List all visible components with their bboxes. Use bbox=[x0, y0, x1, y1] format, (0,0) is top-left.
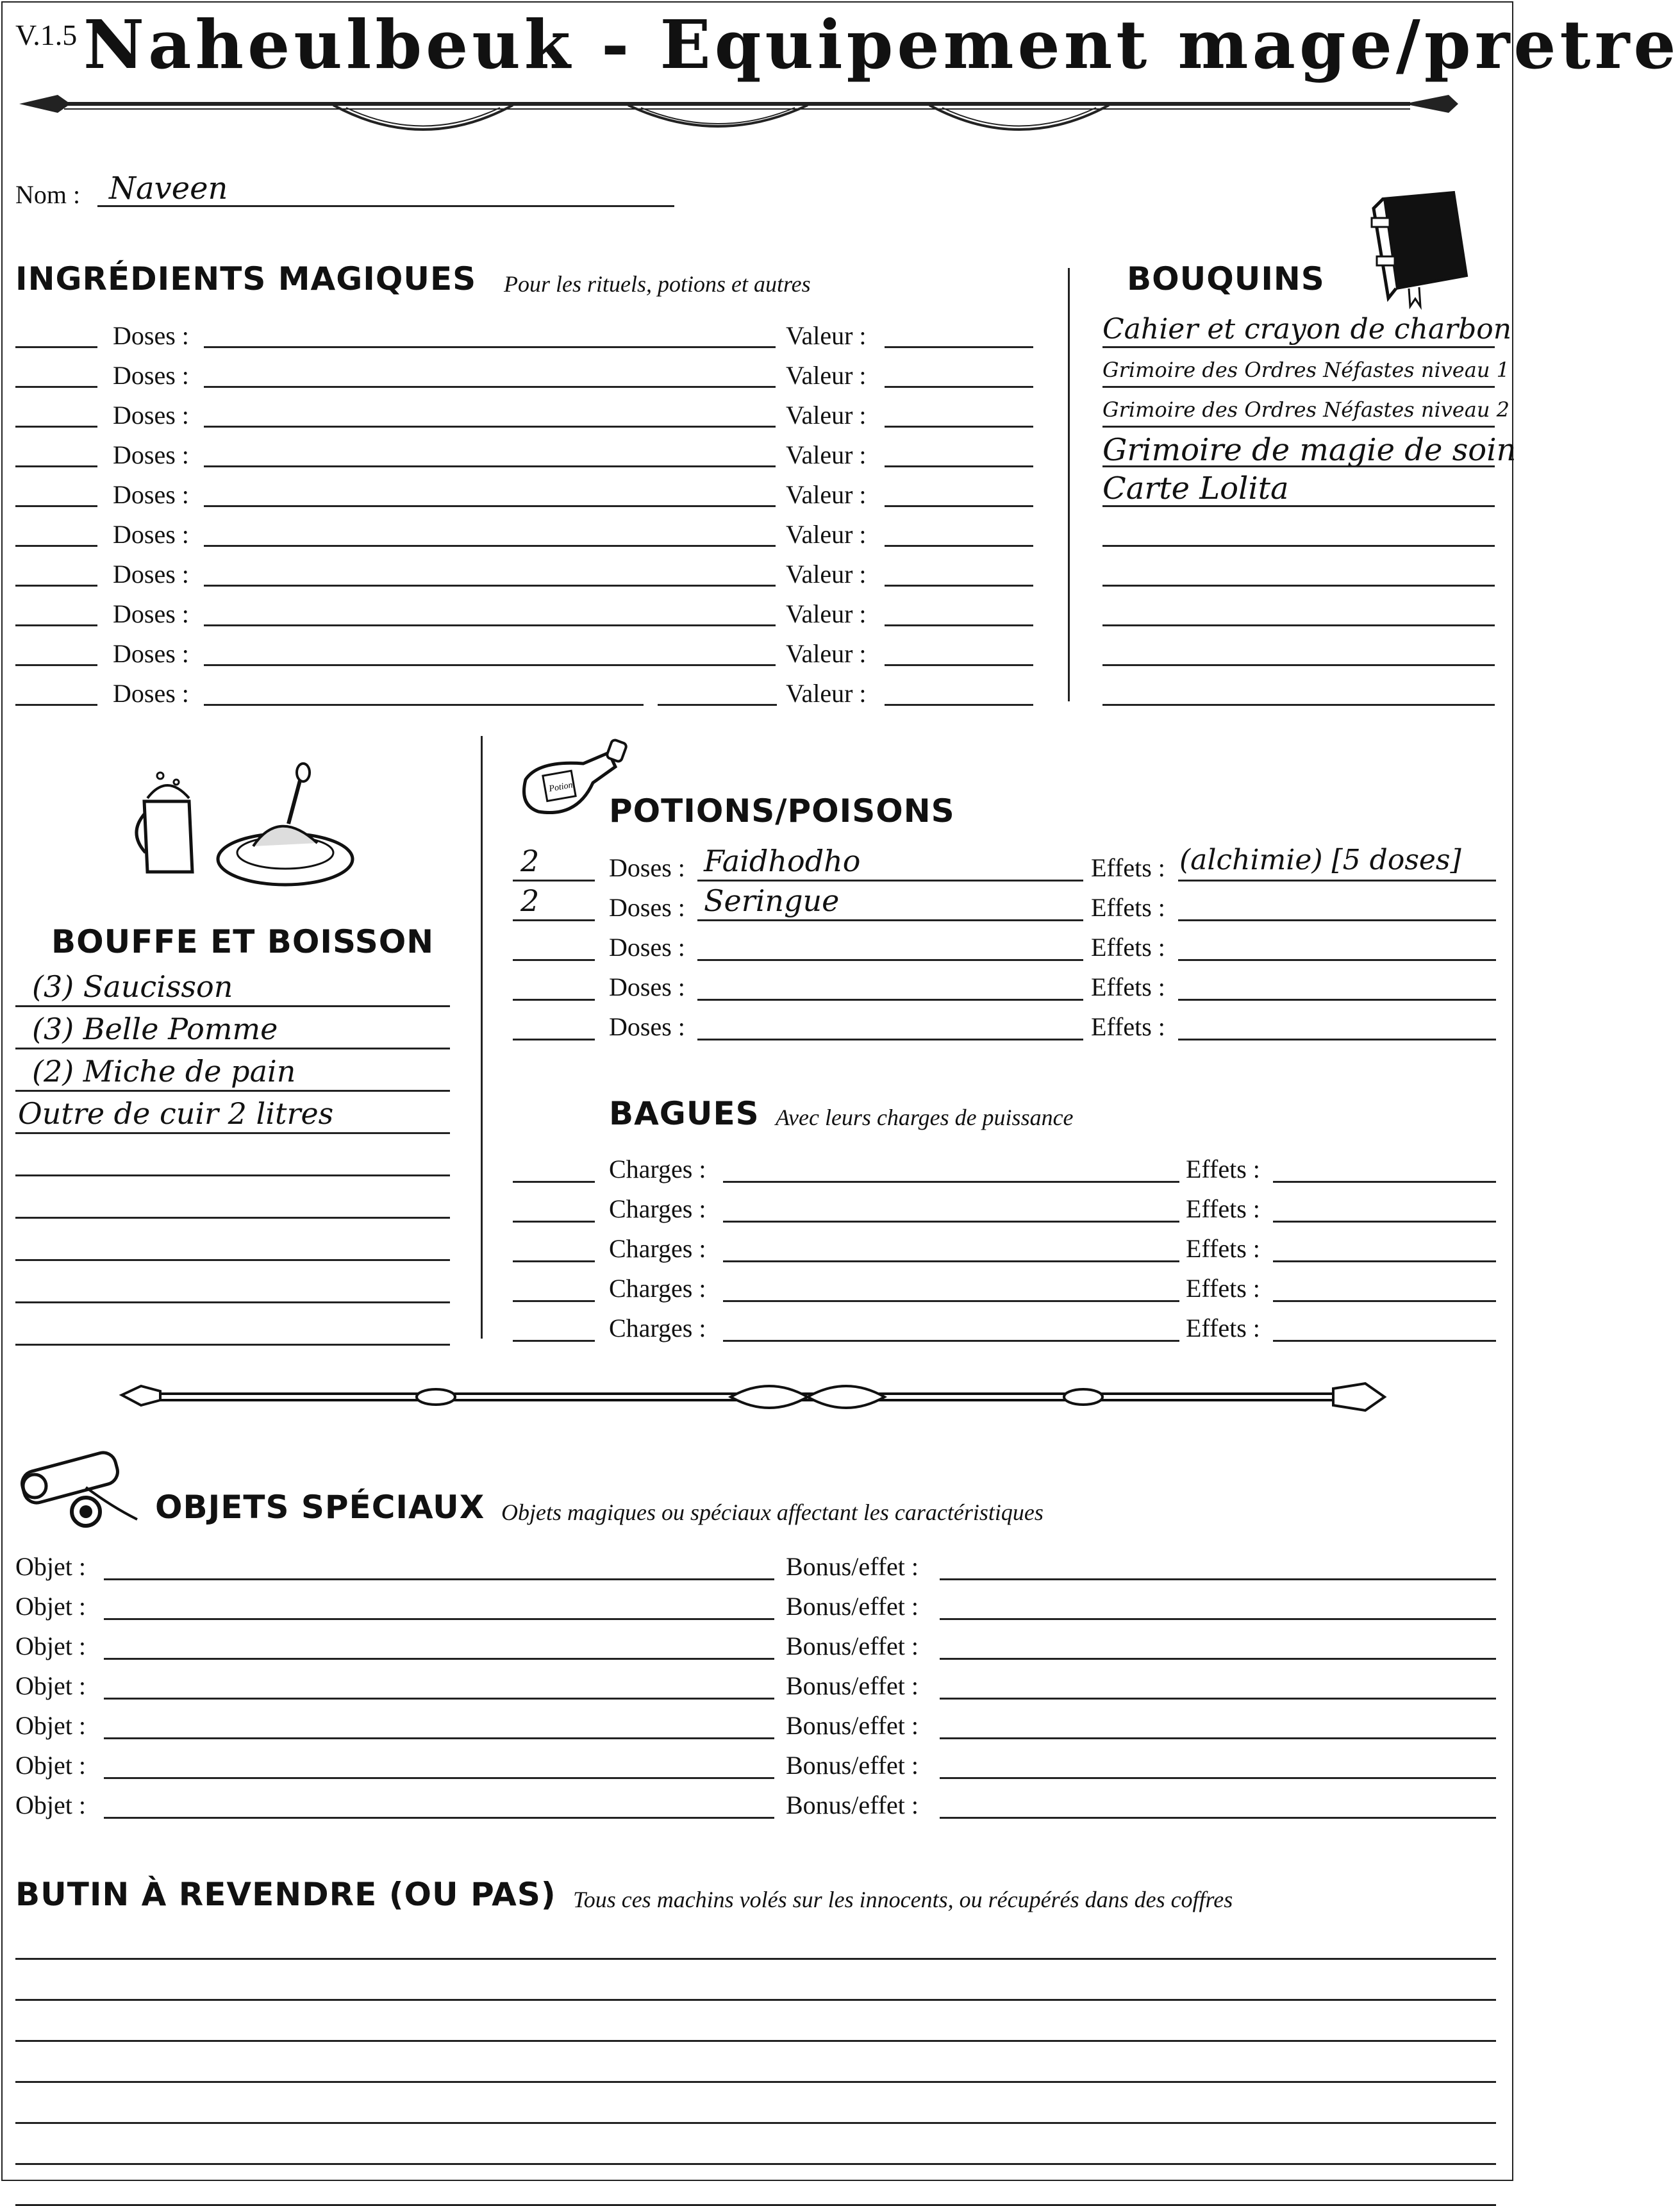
write-line[interactable] bbox=[885, 505, 1033, 507]
ingredient-doses-label: Doses : bbox=[113, 639, 189, 668]
write-line[interactable] bbox=[1273, 1221, 1496, 1223]
write-line[interactable] bbox=[204, 426, 776, 428]
write-line[interactable] bbox=[15, 704, 97, 706]
write-line[interactable] bbox=[1273, 1300, 1496, 1302]
write-line[interactable] bbox=[697, 880, 1083, 882]
bouffe-item[interactable]: (3) Saucisson bbox=[32, 969, 233, 1004]
write-line[interactable] bbox=[15, 1132, 450, 1134]
write-line[interactable] bbox=[885, 465, 1033, 467]
objet-label: Objet : bbox=[15, 1751, 86, 1780]
potion-effects-label: Effets : bbox=[1091, 1012, 1165, 1041]
staff-icon bbox=[122, 1372, 1391, 1423]
write-line[interactable] bbox=[723, 1260, 1179, 1262]
write-line[interactable] bbox=[940, 1578, 1496, 1580]
ingredient-doses-label: Doses : bbox=[113, 321, 189, 350]
write-line[interactable] bbox=[15, 1344, 450, 1346]
write-line[interactable] bbox=[723, 1300, 1179, 1302]
write-line[interactable] bbox=[513, 919, 595, 921]
write-line[interactable] bbox=[697, 959, 1083, 961]
objet-bonus-label: Bonus/effet : bbox=[786, 1552, 919, 1581]
write-line[interactable] bbox=[15, 1005, 450, 1007]
write-line[interactable] bbox=[15, 1174, 450, 1176]
write-line[interactable] bbox=[15, 664, 97, 666]
ingredient-value-label: Valeur : bbox=[786, 599, 867, 628]
write-line[interactable] bbox=[15, 426, 97, 428]
bouquin-item[interactable]: Grimoire des Ordres Néfastes niveau 1 bbox=[1102, 358, 1510, 382]
write-line[interactable] bbox=[15, 545, 97, 547]
write-line[interactable] bbox=[104, 1698, 774, 1700]
write-line[interactable] bbox=[104, 1817, 774, 1819]
write-line[interactable] bbox=[104, 1777, 774, 1779]
ingredient-value-label: Valeur : bbox=[786, 321, 867, 350]
bague-charges-label: Charges : bbox=[609, 1155, 706, 1183]
write-line[interactable] bbox=[1102, 585, 1495, 587]
bague-charges-label: Charges : bbox=[609, 1234, 706, 1263]
objet-label: Objet : bbox=[15, 1711, 86, 1740]
potion-name[interactable]: Seringue bbox=[704, 883, 840, 918]
potion-doses-label: Doses : bbox=[609, 933, 685, 962]
write-line[interactable] bbox=[1273, 1181, 1496, 1183]
write-line[interactable] bbox=[723, 1181, 1179, 1183]
objet-bonus-label: Bonus/effet : bbox=[786, 1592, 919, 1621]
write-line[interactable] bbox=[513, 959, 595, 961]
write-line[interactable] bbox=[1102, 426, 1495, 428]
name-value[interactable]: Naveen bbox=[109, 171, 228, 206]
book-icon bbox=[1364, 186, 1473, 308]
objets-title: OBJETS SPÉCIAUX bbox=[155, 1489, 485, 1526]
write-line[interactable] bbox=[15, 346, 97, 348]
write-line[interactable] bbox=[15, 2163, 1496, 2165]
write-line[interactable] bbox=[15, 585, 97, 587]
write-line[interactable] bbox=[1178, 999, 1496, 1001]
ingredient-doses-label: Doses : bbox=[113, 480, 189, 509]
write-line[interactable] bbox=[1102, 346, 1495, 348]
bague-effects-label: Effets : bbox=[1186, 1234, 1260, 1263]
write-line[interactable] bbox=[204, 704, 644, 706]
write-line[interactable] bbox=[15, 2081, 1496, 2083]
write-line[interactable] bbox=[513, 880, 595, 882]
write-line[interactable] bbox=[204, 624, 776, 626]
objets-subtitle: Objets magiques ou spéciaux affectant les caractéristiques bbox=[501, 1500, 1044, 1525]
write-line[interactable] bbox=[1102, 545, 1495, 547]
write-line[interactable] bbox=[104, 1658, 774, 1660]
ingredient-value-label: Valeur : bbox=[786, 520, 867, 549]
ingredient-value-label: Valeur : bbox=[786, 440, 867, 469]
write-line[interactable] bbox=[104, 1737, 774, 1739]
bouquins-title: BOUQUINS bbox=[1127, 260, 1325, 297]
ingredient-value-label: Valeur : bbox=[786, 401, 867, 430]
write-line[interactable] bbox=[940, 1658, 1496, 1660]
objet-label: Objet : bbox=[15, 1592, 86, 1621]
write-line[interactable] bbox=[15, 1259, 450, 1261]
write-line[interactable] bbox=[15, 386, 97, 388]
ingredients-subtitle: Pour les rituels, potions et autres bbox=[504, 271, 811, 297]
bague-charges-label: Charges : bbox=[609, 1314, 706, 1342]
objet-bonus-label: Bonus/effet : bbox=[786, 1791, 919, 1819]
potion-effect[interactable]: (alchimie) [5 doses] bbox=[1179, 844, 1461, 876]
write-line[interactable] bbox=[15, 1217, 450, 1219]
bouquin-item[interactable]: Grimoire de magie de soin bbox=[1102, 432, 1517, 468]
ingredient-doses-label: Doses : bbox=[113, 520, 189, 549]
potion-effects-label: Effets : bbox=[1091, 853, 1165, 882]
write-line[interactable] bbox=[1273, 1340, 1496, 1342]
version-label: V.1.5 bbox=[15, 19, 78, 51]
write-line[interactable] bbox=[885, 346, 1033, 348]
write-line[interactable] bbox=[15, 1999, 1496, 2001]
scroll-ring-icon bbox=[15, 1436, 150, 1539]
write-line[interactable] bbox=[513, 1300, 595, 1302]
potion-effects-label: Effets : bbox=[1091, 893, 1165, 922]
write-line[interactable] bbox=[940, 1777, 1496, 1779]
potion-effects-label: Effets : bbox=[1091, 933, 1165, 962]
write-line[interactable] bbox=[885, 624, 1033, 626]
bouffe-title: BOUFFE ET BOISSON bbox=[51, 923, 435, 960]
potion-name[interactable]: Faidhodho bbox=[704, 844, 861, 878]
bague-effects-label: Effets : bbox=[1186, 1155, 1260, 1183]
objet-bonus-label: Bonus/effet : bbox=[786, 1671, 919, 1700]
food-icon bbox=[131, 763, 356, 891]
ingredient-doses-label: Doses : bbox=[113, 361, 189, 390]
ingredient-doses-label: Doses : bbox=[113, 599, 189, 628]
write-line[interactable] bbox=[885, 664, 1033, 666]
potion-doses-label: Doses : bbox=[609, 1012, 685, 1041]
write-line[interactable] bbox=[513, 1039, 595, 1040]
name-label: Nom : bbox=[15, 180, 81, 209]
write-line[interactable] bbox=[15, 1090, 450, 1092]
write-line[interactable] bbox=[204, 465, 776, 467]
write-line[interactable] bbox=[658, 704, 777, 706]
potion-effects-label: Effets : bbox=[1091, 973, 1165, 1001]
bague-charges-label: Charges : bbox=[609, 1274, 706, 1303]
ingredient-value-label: Valeur : bbox=[786, 480, 867, 509]
write-line[interactable] bbox=[723, 1221, 1179, 1223]
write-line[interactable] bbox=[885, 426, 1033, 428]
write-line[interactable] bbox=[513, 1340, 595, 1342]
bagues-subtitle: Avec leurs charges de puissance bbox=[776, 1105, 1074, 1130]
write-line[interactable] bbox=[1178, 1039, 1496, 1040]
write-line[interactable] bbox=[513, 999, 595, 1001]
write-line[interactable] bbox=[1102, 386, 1495, 388]
bouquin-item[interactable]: Carte Lolita bbox=[1102, 471, 1289, 506]
ingredient-doses-label: Doses : bbox=[113, 440, 189, 469]
bouffe-item[interactable]: (3) Belle Pomme bbox=[32, 1012, 278, 1046]
potion-doses-label: Doses : bbox=[609, 853, 685, 882]
ingredient-value-label: Valeur : bbox=[786, 639, 867, 668]
write-line[interactable] bbox=[1178, 880, 1496, 882]
bague-effects-label: Effets : bbox=[1186, 1194, 1260, 1223]
write-line[interactable] bbox=[940, 1618, 1496, 1620]
objet-bonus-label: Bonus/effet : bbox=[786, 1751, 919, 1780]
spear-icon bbox=[13, 83, 1461, 141]
write-line[interactable] bbox=[940, 1698, 1496, 1700]
write-line[interactable] bbox=[1102, 465, 1495, 467]
ingredient-value-label: Valeur : bbox=[786, 679, 867, 708]
write-line[interactable] bbox=[15, 1048, 450, 1049]
write-line[interactable] bbox=[15, 505, 97, 507]
objet-bonus-label: Bonus/effet : bbox=[786, 1632, 919, 1660]
potion-qty[interactable]: 2 bbox=[520, 883, 540, 918]
write-line[interactable] bbox=[204, 386, 776, 388]
write-line[interactable] bbox=[15, 1958, 1496, 1960]
bague-charges-label: Charges : bbox=[609, 1194, 706, 1223]
potion-qty[interactable]: 2 bbox=[520, 844, 540, 878]
write-line[interactable] bbox=[940, 1737, 1496, 1739]
svg-text:Potion: Potion bbox=[548, 780, 574, 794]
write-line[interactable] bbox=[204, 585, 776, 587]
write-line[interactable] bbox=[15, 2040, 1496, 2042]
bague-effects-label: Effets : bbox=[1186, 1274, 1260, 1303]
ingredients-title: INGRÉDIENTS MAGIQUES bbox=[15, 260, 477, 297]
write-line[interactable] bbox=[104, 1578, 774, 1580]
write-line[interactable] bbox=[15, 2122, 1496, 2124]
write-line[interactable] bbox=[885, 585, 1033, 587]
bouquin-item[interactable]: Grimoire des Ordres Néfastes niveau 2 bbox=[1102, 397, 1510, 422]
butin-title: BUTIN À REVENDRE (OU PAS) bbox=[15, 1876, 556, 1913]
write-line[interactable] bbox=[697, 999, 1083, 1001]
write-line[interactable] bbox=[885, 545, 1033, 547]
objet-label: Objet : bbox=[15, 1791, 86, 1819]
write-line[interactable] bbox=[940, 1817, 1496, 1819]
write-line[interactable] bbox=[513, 1221, 595, 1223]
write-line[interactable] bbox=[204, 505, 776, 507]
bouquin-item[interactable]: Cahier et crayon de charbon bbox=[1102, 313, 1512, 346]
write-line[interactable] bbox=[1178, 959, 1496, 961]
write-line[interactable] bbox=[204, 545, 776, 547]
objet-label: Objet : bbox=[15, 1671, 86, 1700]
write-line[interactable] bbox=[513, 1260, 595, 1262]
potions-title: POTIONS/POISONS bbox=[609, 792, 955, 830]
write-line[interactable] bbox=[15, 465, 97, 467]
objet-bonus-label: Bonus/effet : bbox=[786, 1711, 919, 1740]
ingredient-value-label: Valeur : bbox=[786, 560, 867, 589]
bouffe-item[interactable]: Outre de cuir 2 litres bbox=[18, 1096, 334, 1131]
write-line[interactable] bbox=[204, 346, 776, 348]
write-line[interactable] bbox=[1102, 704, 1495, 706]
bagues-title: BAGUES bbox=[609, 1095, 760, 1132]
butin-subtitle: Tous ces machins volés sur les innocents, ou récupérés dans des coffres bbox=[573, 1887, 1233, 1912]
write-line[interactable] bbox=[104, 1618, 774, 1620]
bague-effects-label: Effets : bbox=[1186, 1314, 1260, 1342]
write-line[interactable] bbox=[885, 386, 1033, 388]
write-line[interactable] bbox=[15, 1301, 450, 1303]
bouffe-item[interactable]: (2) Miche de pain bbox=[32, 1054, 296, 1089]
write-line[interactable] bbox=[1273, 1260, 1496, 1262]
write-line[interactable] bbox=[513, 1181, 595, 1183]
write-line[interactable] bbox=[1178, 919, 1496, 921]
potion-doses-label: Doses : bbox=[609, 973, 685, 1001]
ingredient-value-label: Valeur : bbox=[786, 361, 867, 390]
write-line[interactable] bbox=[697, 1039, 1083, 1040]
objet-label: Objet : bbox=[15, 1552, 86, 1581]
write-line[interactable] bbox=[1102, 505, 1495, 507]
objet-label: Objet : bbox=[15, 1632, 86, 1660]
write-line[interactable] bbox=[697, 919, 1083, 921]
ingredient-doses-label: Doses : bbox=[113, 560, 189, 589]
page-title: Naheulbeuk - Equipement mage/pretre bbox=[83, 5, 1680, 84]
write-line[interactable] bbox=[723, 1340, 1179, 1342]
ingredient-doses-label: Doses : bbox=[113, 679, 189, 708]
write-line[interactable] bbox=[1102, 664, 1495, 666]
write-line[interactable] bbox=[204, 664, 776, 666]
ingredient-doses-label: Doses : bbox=[113, 401, 189, 430]
write-line[interactable] bbox=[15, 624, 97, 626]
write-line[interactable] bbox=[1102, 624, 1495, 626]
potion-doses-label: Doses : bbox=[609, 893, 685, 922]
write-line[interactable] bbox=[885, 704, 1033, 706]
